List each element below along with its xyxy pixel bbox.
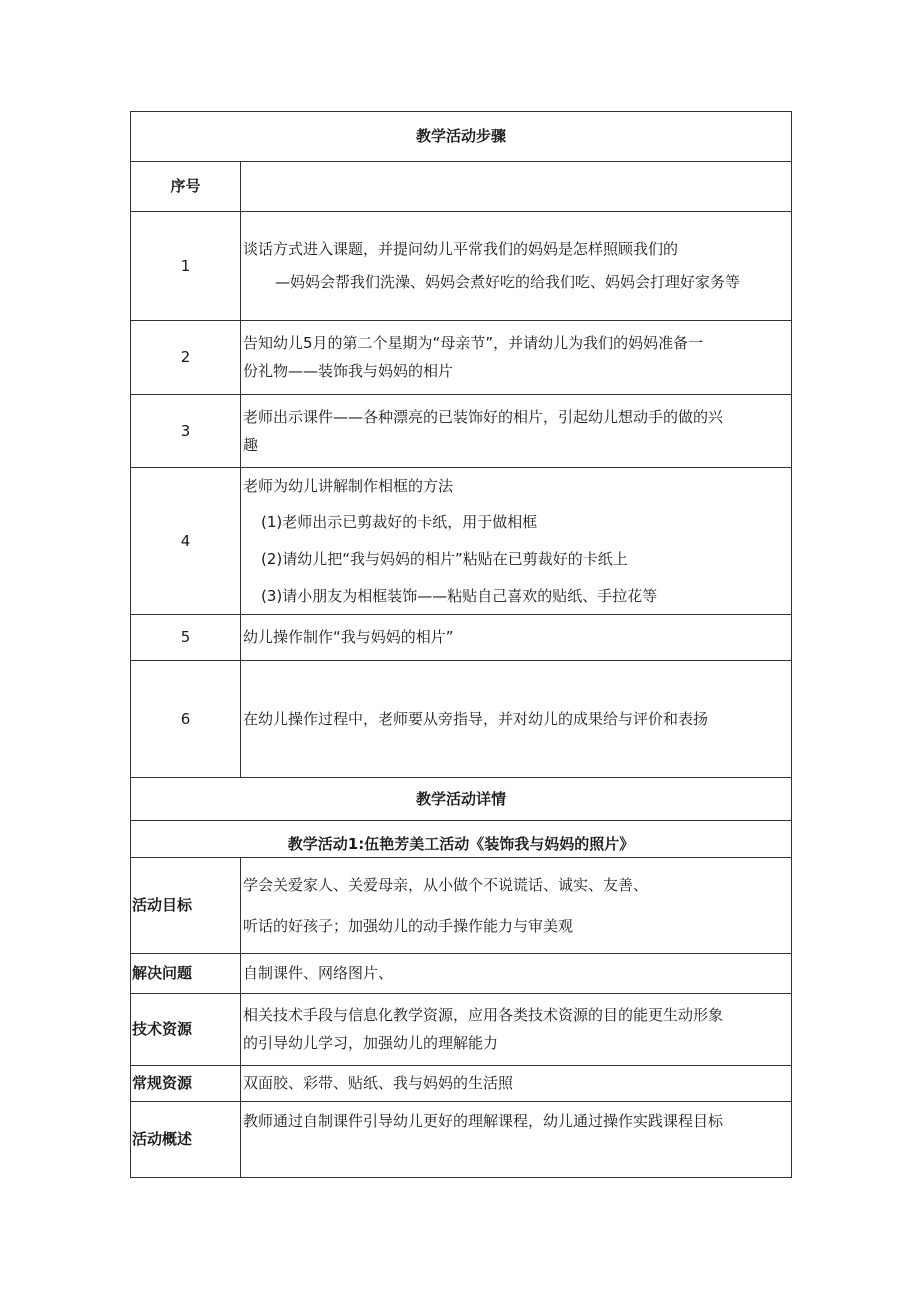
detail-line: 教师通过自制课件引导幼儿更好的理解课程，幼儿通过操作实践课程目标 bbox=[243, 1112, 724, 1130]
detail-content bbox=[241, 1102, 792, 1178]
step-line: 在幼儿操作过程中，老师要从旁指导，并对幼儿的成果给与评价和表扬 bbox=[243, 709, 709, 728]
detail-line: 学会关爱家人、关爱母亲，从小做个不说谎话、诚实、友善、 bbox=[243, 875, 649, 894]
step-number: 4 bbox=[131, 468, 241, 615]
detail-label: 常规资源 bbox=[131, 1066, 241, 1102]
step-line: —妈妈会帮我们洗澡、妈妈会煮好吃的给我们吃、妈妈会打理好家务等 bbox=[275, 273, 741, 291]
detail-label: 活动目标 bbox=[131, 858, 241, 954]
step-line: 谈话方式进入课题，并提问幼儿平常我们的妈妈是怎样照顾我们的 bbox=[243, 240, 679, 259]
details-title-row bbox=[131, 778, 792, 821]
step-number: 3 bbox=[131, 395, 241, 468]
detail-line: 的引导幼儿学习，加强幼儿的理解能力 bbox=[243, 1034, 499, 1052]
header-row bbox=[131, 162, 792, 212]
detail-content bbox=[241, 994, 792, 1066]
activity-title: 教学活动1:伍艳芳美工活动《装饰我与妈妈的照片》 bbox=[131, 821, 792, 858]
step-row bbox=[131, 661, 792, 778]
detail-row bbox=[131, 858, 792, 954]
detail-label: 技术资源 bbox=[131, 994, 241, 1066]
step-row bbox=[131, 212, 792, 321]
detail-row bbox=[131, 1066, 792, 1102]
detail-line: 双面胶、彩带、贴纸、我与妈妈的生活照 bbox=[243, 1074, 514, 1093]
steps-title-row bbox=[131, 112, 792, 162]
step-line: 份礼物——装饰我与妈妈的相片 bbox=[243, 362, 454, 380]
col-header-number: 序号 bbox=[131, 162, 241, 212]
step-line: 告知幼儿5月的第二个星期为“母亲节”，并请幼儿为我们的妈妈准备一 bbox=[243, 334, 704, 353]
step-row bbox=[131, 615, 792, 661]
step-line: 幼儿操作制作“我与妈妈的相片” bbox=[243, 628, 454, 647]
details-title: 教学活动详情 bbox=[131, 778, 792, 821]
step-line: 趣 bbox=[243, 435, 259, 454]
step-content bbox=[241, 212, 792, 321]
detail-line: 自制课件、网络图片、 bbox=[243, 964, 394, 983]
lesson-plan-table bbox=[130, 111, 792, 1178]
step-content bbox=[241, 395, 792, 468]
step-line: (3)请小朋友为相框装饰——粘贴自己喜欢的贴纸、手拉花等 bbox=[261, 586, 658, 605]
step-line: (2)请幼儿把“我与妈妈的相片”粘贴在已剪裁好的卡纸上 bbox=[261, 550, 628, 568]
activity-title-row bbox=[131, 821, 792, 858]
step-row bbox=[131, 395, 792, 468]
detail-line: 相关技术手段与信息化教学资源，应用各类技术资源的目的能更生动形象 bbox=[243, 1006, 724, 1025]
step-row bbox=[131, 468, 792, 615]
detail-content bbox=[241, 1066, 792, 1102]
detail-content bbox=[241, 954, 792, 994]
detail-row bbox=[131, 994, 792, 1066]
detail-content bbox=[241, 858, 792, 954]
detail-line: 听话的好孩子；加强幼儿的动手操作能力与审美观 bbox=[243, 916, 574, 935]
detail-label: 解决问题 bbox=[131, 954, 241, 994]
step-line: 老师为幼儿讲解制作相框的方法 bbox=[243, 476, 454, 495]
step-content bbox=[241, 321, 792, 395]
step-line: (1)老师出示已剪裁好的卡纸，用于做相框 bbox=[261, 513, 538, 532]
step-content bbox=[241, 615, 792, 661]
step-number: 6 bbox=[131, 661, 241, 778]
step-content bbox=[241, 661, 792, 778]
steps-title: 教学活动步骤 bbox=[131, 112, 792, 162]
col-header-empty bbox=[241, 162, 792, 212]
detail-label: 活动概述 bbox=[131, 1102, 241, 1178]
step-number: 2 bbox=[131, 321, 241, 395]
step-row bbox=[131, 321, 792, 395]
detail-row bbox=[131, 1102, 792, 1178]
detail-row bbox=[131, 954, 792, 994]
step-number: 1 bbox=[131, 212, 241, 321]
step-line: 老师出示课件——各种漂亮的已装饰好的相片，引起幼儿想动手的做的兴 bbox=[243, 407, 724, 426]
step-content bbox=[241, 468, 792, 615]
step-number: 5 bbox=[131, 615, 241, 661]
